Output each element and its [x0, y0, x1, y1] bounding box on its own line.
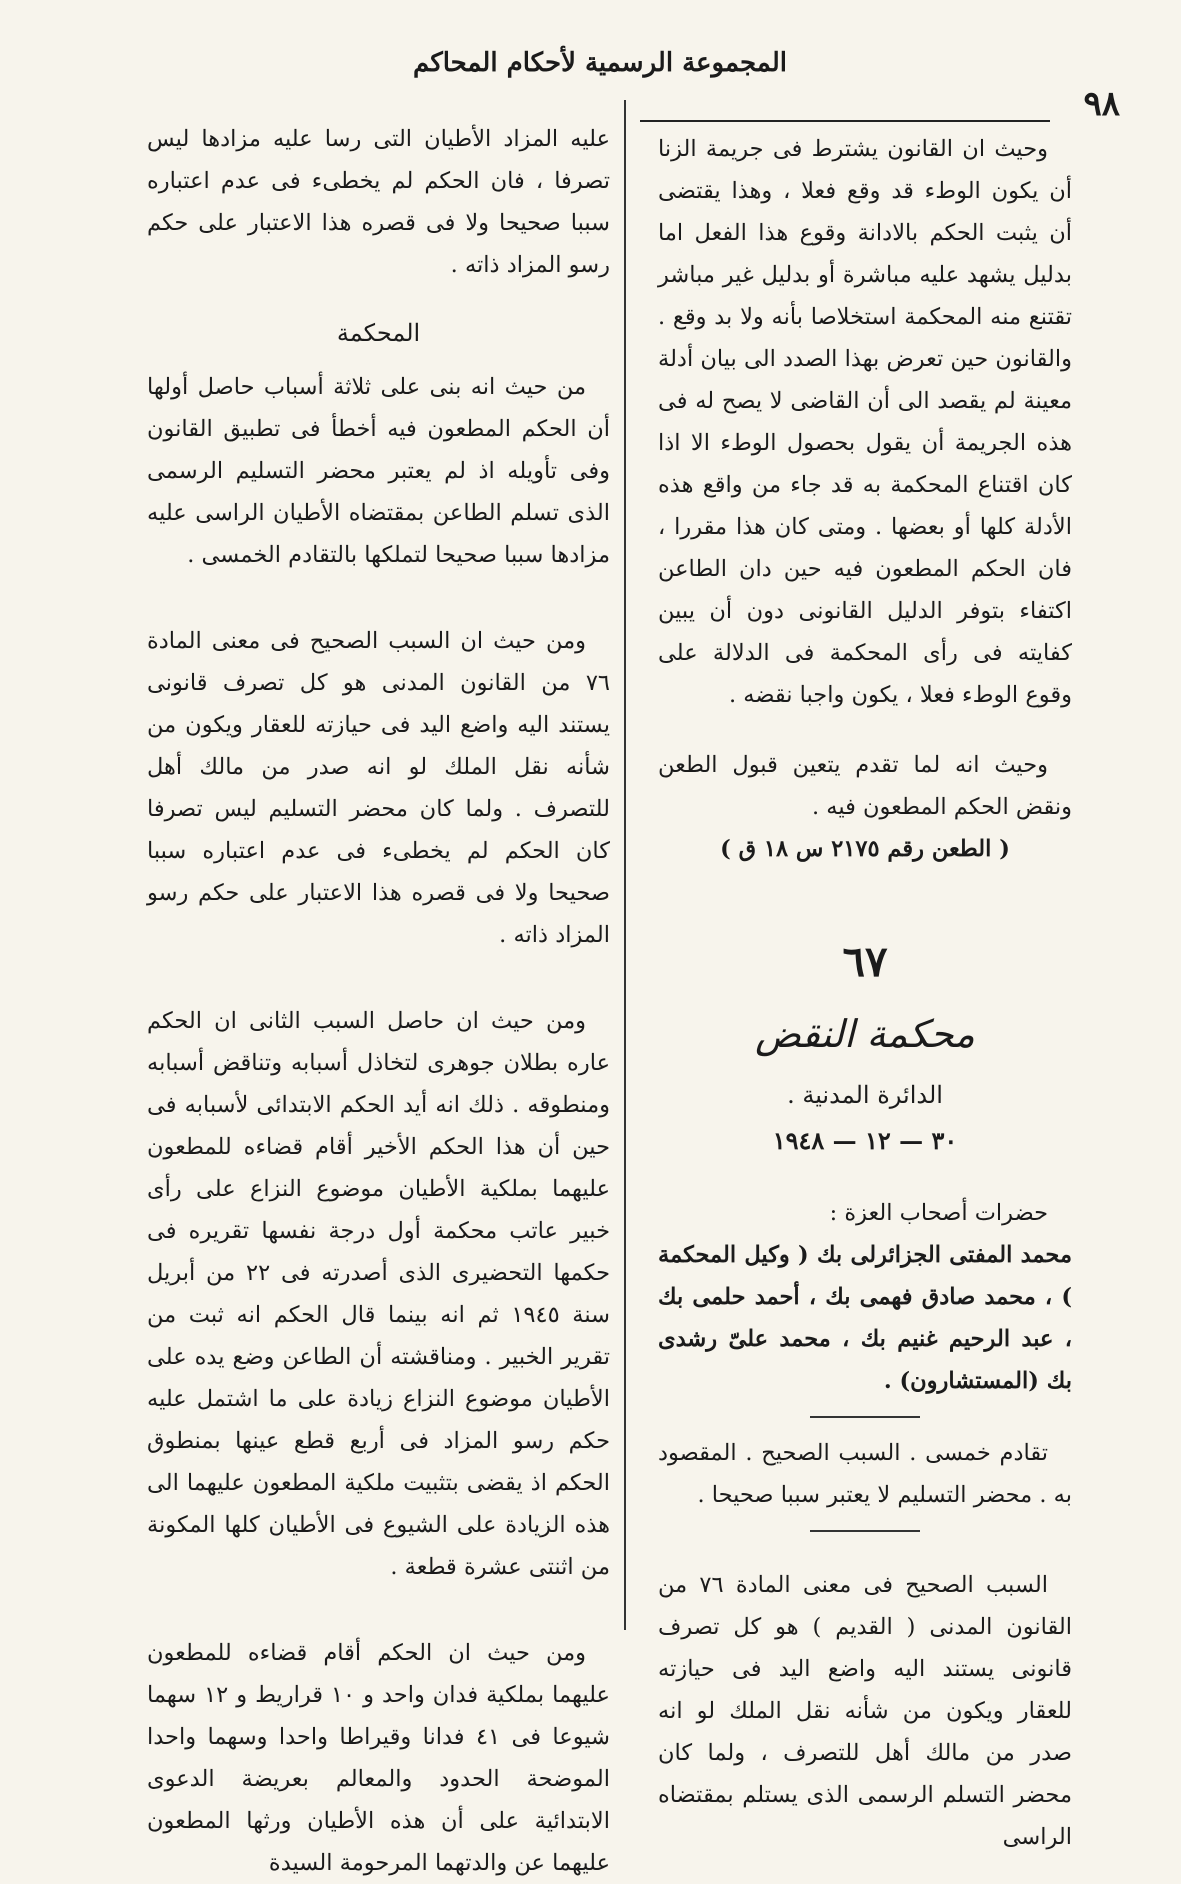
reasoning-paragraph: ومن حيث ان السبب الصحيح فى معنى المادة ٧٦ من القانون المدنى هو كل تصرف قانونى يستند اليه واضع اليد فى حيازته للعقار ويكون من شأنه نقل الملك لو انه صدر من مالك أهل للتصرف . ولما كان محضر التسليم ليس تصرفا كان الحكم لم يخطىء فى عدم اعتباره سببا صحيحا ولا فى قصره هذا الاعتبار على حكم رسو المزاد ذاته . — [147, 628, 610, 948]
page-header-title: المجموعة الرسمية لأحكام المحاكم — [413, 48, 787, 78]
continued-paragraph: عليه المزاد الأطيان التى رسا عليه مزادها ليس تصرفا ، فان الحكم لم يخطىء فى عدم اعتباره سببا صحيحا ولا فى قصره هذا الاعتبار على حكم رسو المزاد ذاته . — [147, 126, 610, 278]
ruling-paragraph: وحيث ان القانون يشترط فى جريمة الزنا أن يكون الوطء قد وقع فعلا ، وهذا يقتضى أن يثبت الحكم بالادانة وقوع هذا الفعل اما بدليل يشهد عليه مباشرة أو بدليل غير مباشر تقتنع منه المحكمة استخلاصا بأنه ولا بد وقع . والقانون حين تعرض بهذا الصدد الى بيان أدلة معينة لم يقصد الى أن القاضى لا يصح له فى هذه الجريمة أن يقول بحصول الوطء الا اذا كان اقتناع المحكمة به قد جاء من واقع هذه الأدلة كلها أو بعضها . ومتى كان هذا مقررا ، فان الحكم المطعون فيه حين دان الطاعن اكتفاء بتوفر الدليل القانونى دون أن يبين كفايته فى رأى المحكمة فى الدلالة على وقوع الوطء فعلا ، يكون واجبا نقضه . — [658, 136, 1072, 708]
separator-rule — [810, 1530, 920, 1532]
court-name: محكمة النقض — [755, 1012, 975, 1056]
case-summary: تقادم خمسى . السبب الصحيح . المقصود به . محضر التسليم لا يعتبر سببا صحيحا . — [658, 1440, 1072, 1508]
reasoning-paragraph: من حيث انه بنى على ثلاثة أسباب حاصل أولها أن الحكم المطعون فيه أخطأ فى تطبيق القانون وفى تأويله اذ لم يعتبر محضر التسليم الرسمى الذى تسلم الطاعن بمقتضاه الأطيان الراسى عليه مزادها سببا صحيحا لتملكها بالتقادم الخمسى . — [147, 374, 610, 568]
left-column — [147, 118, 610, 1884]
judges-title: حضرات أصحاب العزة : — [829, 1200, 1048, 1226]
appeal-reference: ( الطعن رقم ٢١٧٥ س ١٨ ق ) — [720, 836, 1010, 862]
reasoning-paragraph: ومن حيث ان الحكم أقام قضاءه للمطعون عليهما بملكية فدان واحد و ١٠ قراريط و ١٢ سهما شيوعا فى ٤١ فدانا وقيراطا واحدا وسهما واحدا الموضحة الحدود والمعالم بعريضة الدعوى الابتدائية على أن هذه الأطيان ورثها المطعون عليهما عن والدتهما المرحومة السيدة — [147, 1640, 610, 1876]
right-column — [658, 128, 1072, 1858]
section-title: المحكمة — [336, 319, 421, 347]
separator-rule — [810, 1416, 920, 1418]
case-number: ٦٧ — [842, 937, 888, 986]
reasoning-paragraph: ومن حيث ان حاصل السبب الثانى ان الحكم عاره بطلان جوهرى لتخاذل أسبابه وتناقض أسبابه ومنطوقه . ذلك انه أيد الحكم الابتدائى لأسبابه فى حين أن هذا الحكم الأخير أقام قضاءه للمطعون عليهما بملكية الأطيان موضوع النزاع على رأى خبير عاتب محكمة أول درجة نفسها تقريره فى حكمها التحضيرى الذى أصدرته فى ٢٢ من أبريل سنة ١٩٤٥ ثم انه بينما قال الحكم انه ثبت من تقرير الخبير . ومناقشته أن الطاعن وضع يده على الأطيان موضوع النزاع زيادة على ما اشتمل عليه حكم رسو المزاد فى أربع قطع عينها بمنطوق الحكم اذ يقضى بتثبيت ملكية المطعون عليهما الى هذه الزيادة على الشيوع فى الأطيان كلها المكونة من اثنتى عشرة قطعة . — [147, 1008, 611, 1580]
conclusion-paragraph: وحيث انه لما تقدم يتعين قبول الطعن ونقض الحكم المطعون فيه . — [658, 752, 1072, 820]
page-number: ٩٨ — [1083, 84, 1120, 124]
judgment-date: ٣٠ — ١٢ — ١٩٤٨ — [772, 1126, 958, 1155]
chamber-name: الدائرة المدنية . — [787, 1081, 943, 1109]
judges-list: محمد المفتى الجزائرلى بك ( وكيل المحكمة ) ، محمد صادق فهمى بك ، أحمد حلمى بك ، عبد الرحيم غنيم بك ، محمد علىّ رشدى بك (المستشارون) . — [658, 1242, 1072, 1394]
header-rule — [640, 120, 1050, 122]
column-divider — [624, 100, 626, 1630]
legal-principle: السبب الصحيح فى معنى المادة ٧٦ من القانون المدنى ( القديم ) هو كل تصرف قانونى يستند اليه واضع اليد فى حيازته للعقار ويكون من شأنه نقل الملك لو انه صدر من مالك أهل للتصرف ، ولما كان محضر التسلم الرسمى الذى يستلم بمقتضاه الراسى — [658, 1572, 1072, 1850]
